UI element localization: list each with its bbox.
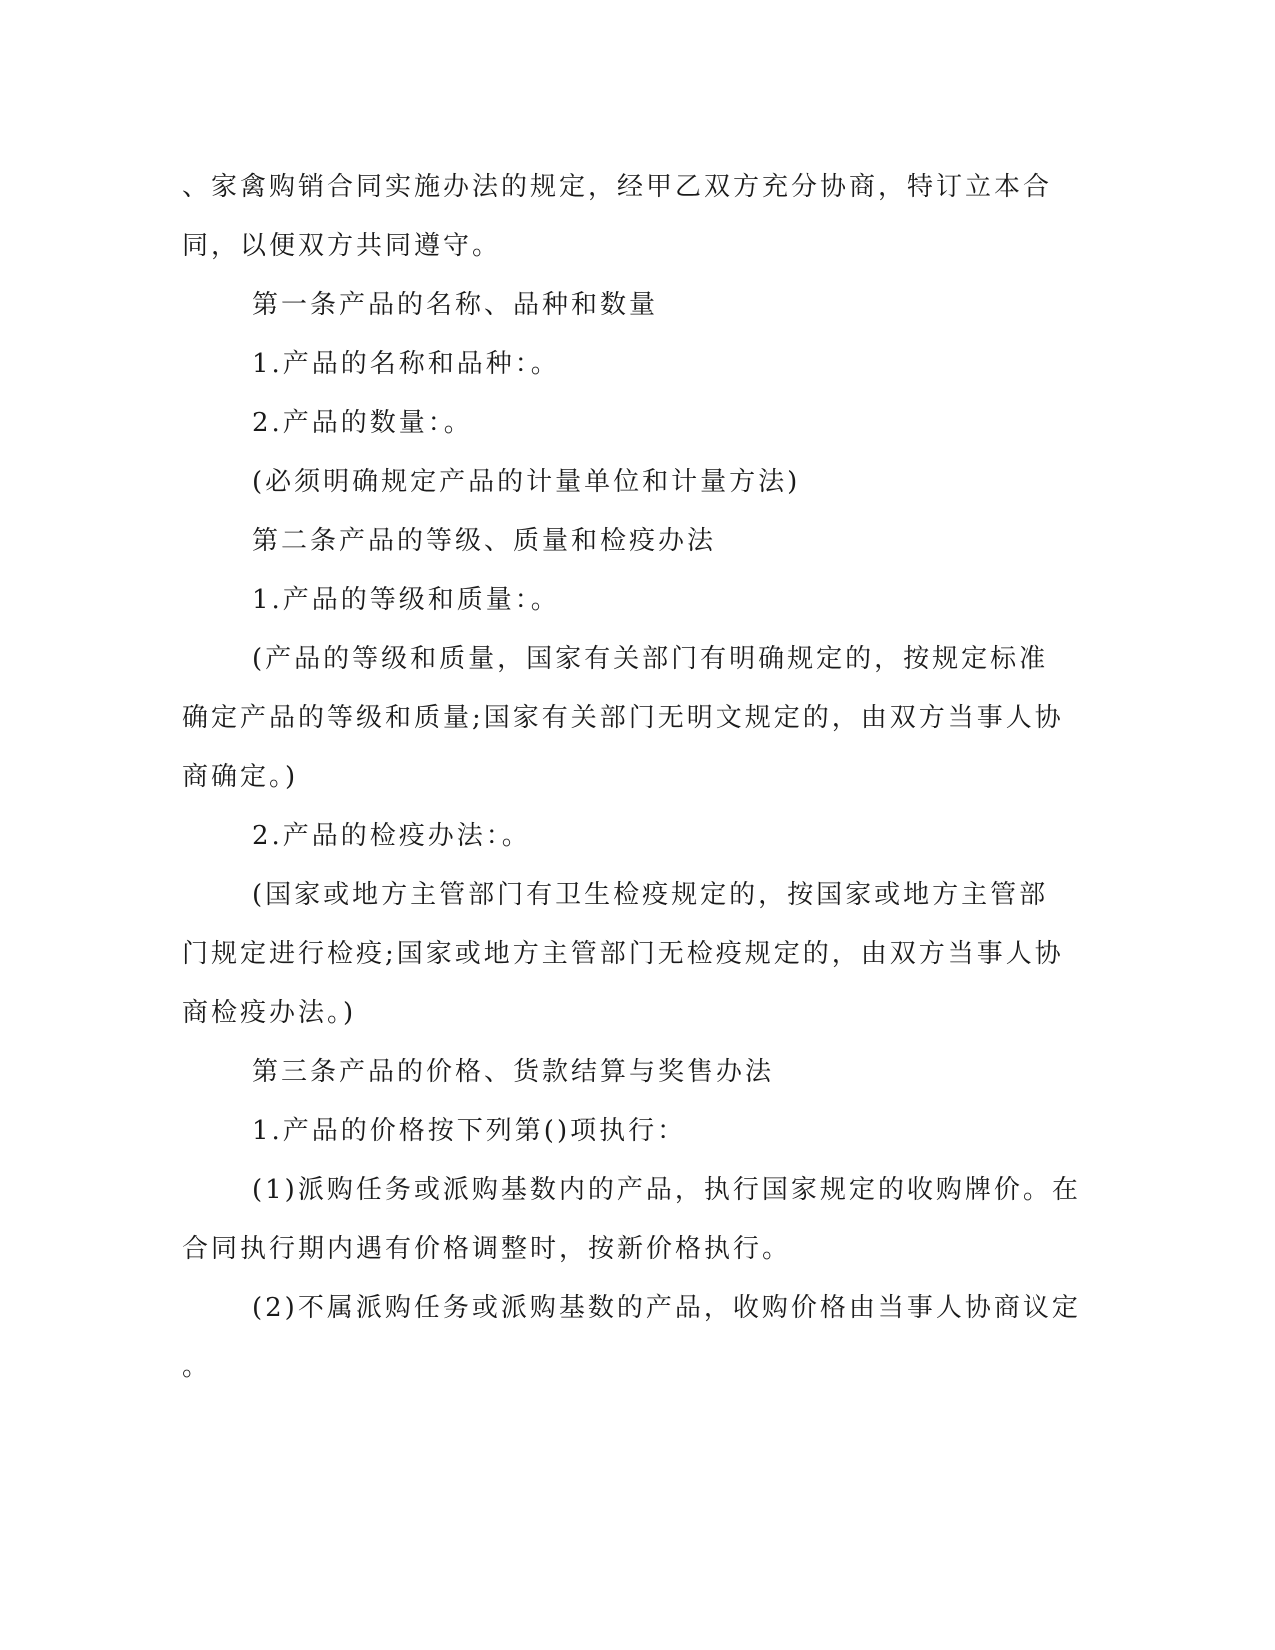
text-line: 1.产品的名称和品种：。 bbox=[252, 349, 560, 379]
text-line: (1)派购任务或派购基数内的产品，执行国家规定的收购牌价。在 bbox=[252, 1175, 1081, 1205]
text-line: 合同执行期内遇有价格调整时，按新价格执行。 bbox=[182, 1234, 792, 1264]
text-line: 门规定进行检疫;国家或地方主管部门无检疫规定的，由双方当事人协 bbox=[182, 939, 1064, 969]
text-line: (必须明确规定产品的计量单位和计量方法) bbox=[252, 467, 801, 497]
text-line: 1.产品的等级和质量：。 bbox=[252, 585, 560, 615]
text-line: 。 bbox=[182, 1352, 212, 1382]
text-line: 、家禽购销合同实施办法的规定，经甲乙双方充分协商，特订立本合 bbox=[182, 172, 1053, 202]
text-line: 2.产品的数量：。 bbox=[252, 408, 473, 438]
text-line: 确定产品的等级和质量;国家有关部门无明文规定的，由双方当事人协 bbox=[182, 703, 1064, 733]
text-line: 1.产品的价格按下列第()项执行： bbox=[252, 1116, 687, 1146]
contract-body-text bbox=[182, 158, 1081, 1397]
article-heading: 第一条产品的名称、品种和数量 bbox=[252, 290, 659, 320]
text-line: 同，以便双方共同遵守。 bbox=[182, 231, 502, 261]
article-heading: 第三条产品的价格、货款结算与奖售办法 bbox=[252, 1057, 775, 1087]
text-line: 商检疫办法。) bbox=[182, 998, 357, 1028]
text-line: (国家或地方主管部门有卫生检疫规定的，按国家或地方主管部 bbox=[252, 880, 1049, 910]
text-line: (产品的等级和质量，国家有关部门有明确规定的，按规定标准 bbox=[252, 644, 1049, 674]
article-heading: 第二条产品的等级、质量和检疫办法 bbox=[252, 526, 717, 556]
text-line: (2)不属派购任务或派购基数的产品，收购价格由当事人协商议定 bbox=[252, 1293, 1081, 1323]
text-line: 商确定。) bbox=[182, 762, 299, 792]
text-line: 2.产品的检疫办法：。 bbox=[252, 821, 531, 851]
